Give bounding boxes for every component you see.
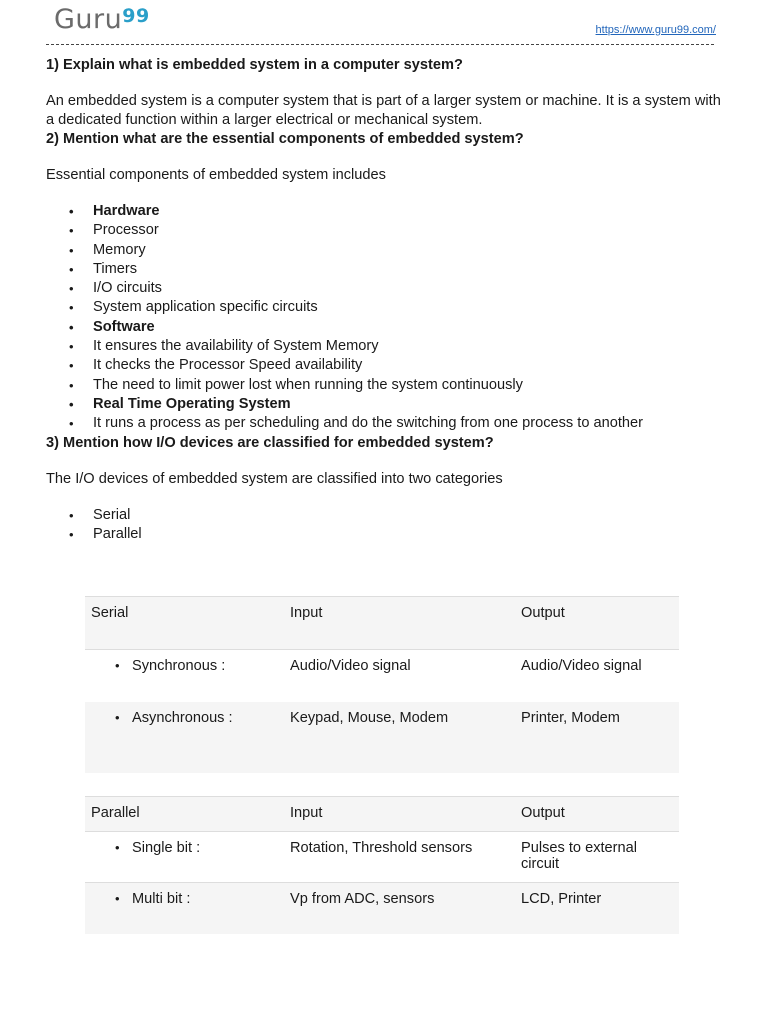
list-item: • Memory	[93, 241, 726, 260]
table-cell: Vp from ADC, sensors	[284, 883, 515, 934]
table-cell: Keypad, Mouse, Modem	[284, 702, 515, 773]
list-item: • Real Time Operating System	[93, 395, 726, 414]
list-item: • It runs a process as per scheduling and do the switching from one process to another	[93, 414, 726, 433]
list-item: • System application specific circuits	[93, 298, 726, 317]
list-item: • I/O circuits	[93, 279, 726, 298]
table-cell: • Single bit :	[85, 832, 284, 883]
list-item: • Timers	[93, 260, 726, 279]
table-cell: • Synchronous :	[85, 650, 284, 702]
question-1: 1) Explain what is embedded system in a computer system?	[46, 57, 463, 73]
list-item: • Software	[93, 318, 726, 337]
question-3: 3) Mention how I/O devices are classified for embedded system?	[46, 434, 494, 451]
table-header-cell: Parallel	[85, 797, 284, 832]
table-header-cell: Input	[284, 797, 515, 832]
logo-number: 99	[122, 5, 150, 27]
table-cell: • Asynchronous :	[85, 702, 284, 773]
table-cell: LCD, Printer	[515, 883, 679, 934]
question-2: 2) Mention what are the essential components of embedded system?	[46, 131, 524, 147]
table-cell: Pulses to external circuit	[515, 832, 679, 883]
table-row	[85, 832, 679, 883]
logo-text: Guru	[54, 4, 123, 35]
list-item: • Processor	[93, 221, 726, 240]
header-divider	[46, 44, 714, 45]
table-cell: Audio/Video signal	[515, 650, 679, 702]
list-item: • The need to limit power lost when running the system continuously	[93, 376, 726, 395]
answer-3-intro: The I/O devices of embedded system are classified into two categories	[46, 470, 503, 487]
table-header-cell: Output	[515, 797, 679, 832]
page-header	[46, 0, 716, 50]
table-cell: • Multi bit :	[85, 883, 284, 934]
table-cell: Rotation, Threshold sensors	[284, 832, 515, 883]
document-body	[46, 56, 726, 544]
table-cell: Printer, Modem	[515, 702, 679, 773]
list-item: • Hardware	[93, 202, 726, 221]
table-row	[85, 702, 679, 773]
table-cell: Audio/Video signal	[284, 650, 515, 702]
components-list	[46, 202, 726, 434]
parallel-devices-table	[85, 796, 679, 934]
table-header-cell: Output	[515, 597, 679, 650]
answer-2-intro: Essential components of embedded system includes	[46, 167, 386, 183]
table-header-row	[85, 597, 679, 650]
guru99-logo	[54, 4, 150, 35]
list-item: • It checks the Processor Speed availability	[93, 356, 726, 375]
list-item: • Parallel	[93, 525, 726, 544]
site-url-link[interactable]: https://www.guru99.com/	[595, 24, 716, 36]
table-row	[85, 883, 679, 934]
table-row	[85, 650, 679, 702]
table-header-row	[85, 797, 679, 832]
list-item: • Serial	[93, 506, 726, 525]
table-header-cell: Serial	[85, 597, 284, 650]
table-header-cell: Input	[284, 597, 515, 650]
list-item: • It ensures the availability of System Memory	[93, 337, 726, 356]
io-categories-list	[46, 506, 726, 545]
answer-1: An embedded system is a computer system that is part of a larger system or machine. It is a system with a dedicated function within a larger electrical or mechanical system.	[46, 93, 721, 128]
serial-devices-table	[85, 596, 679, 773]
